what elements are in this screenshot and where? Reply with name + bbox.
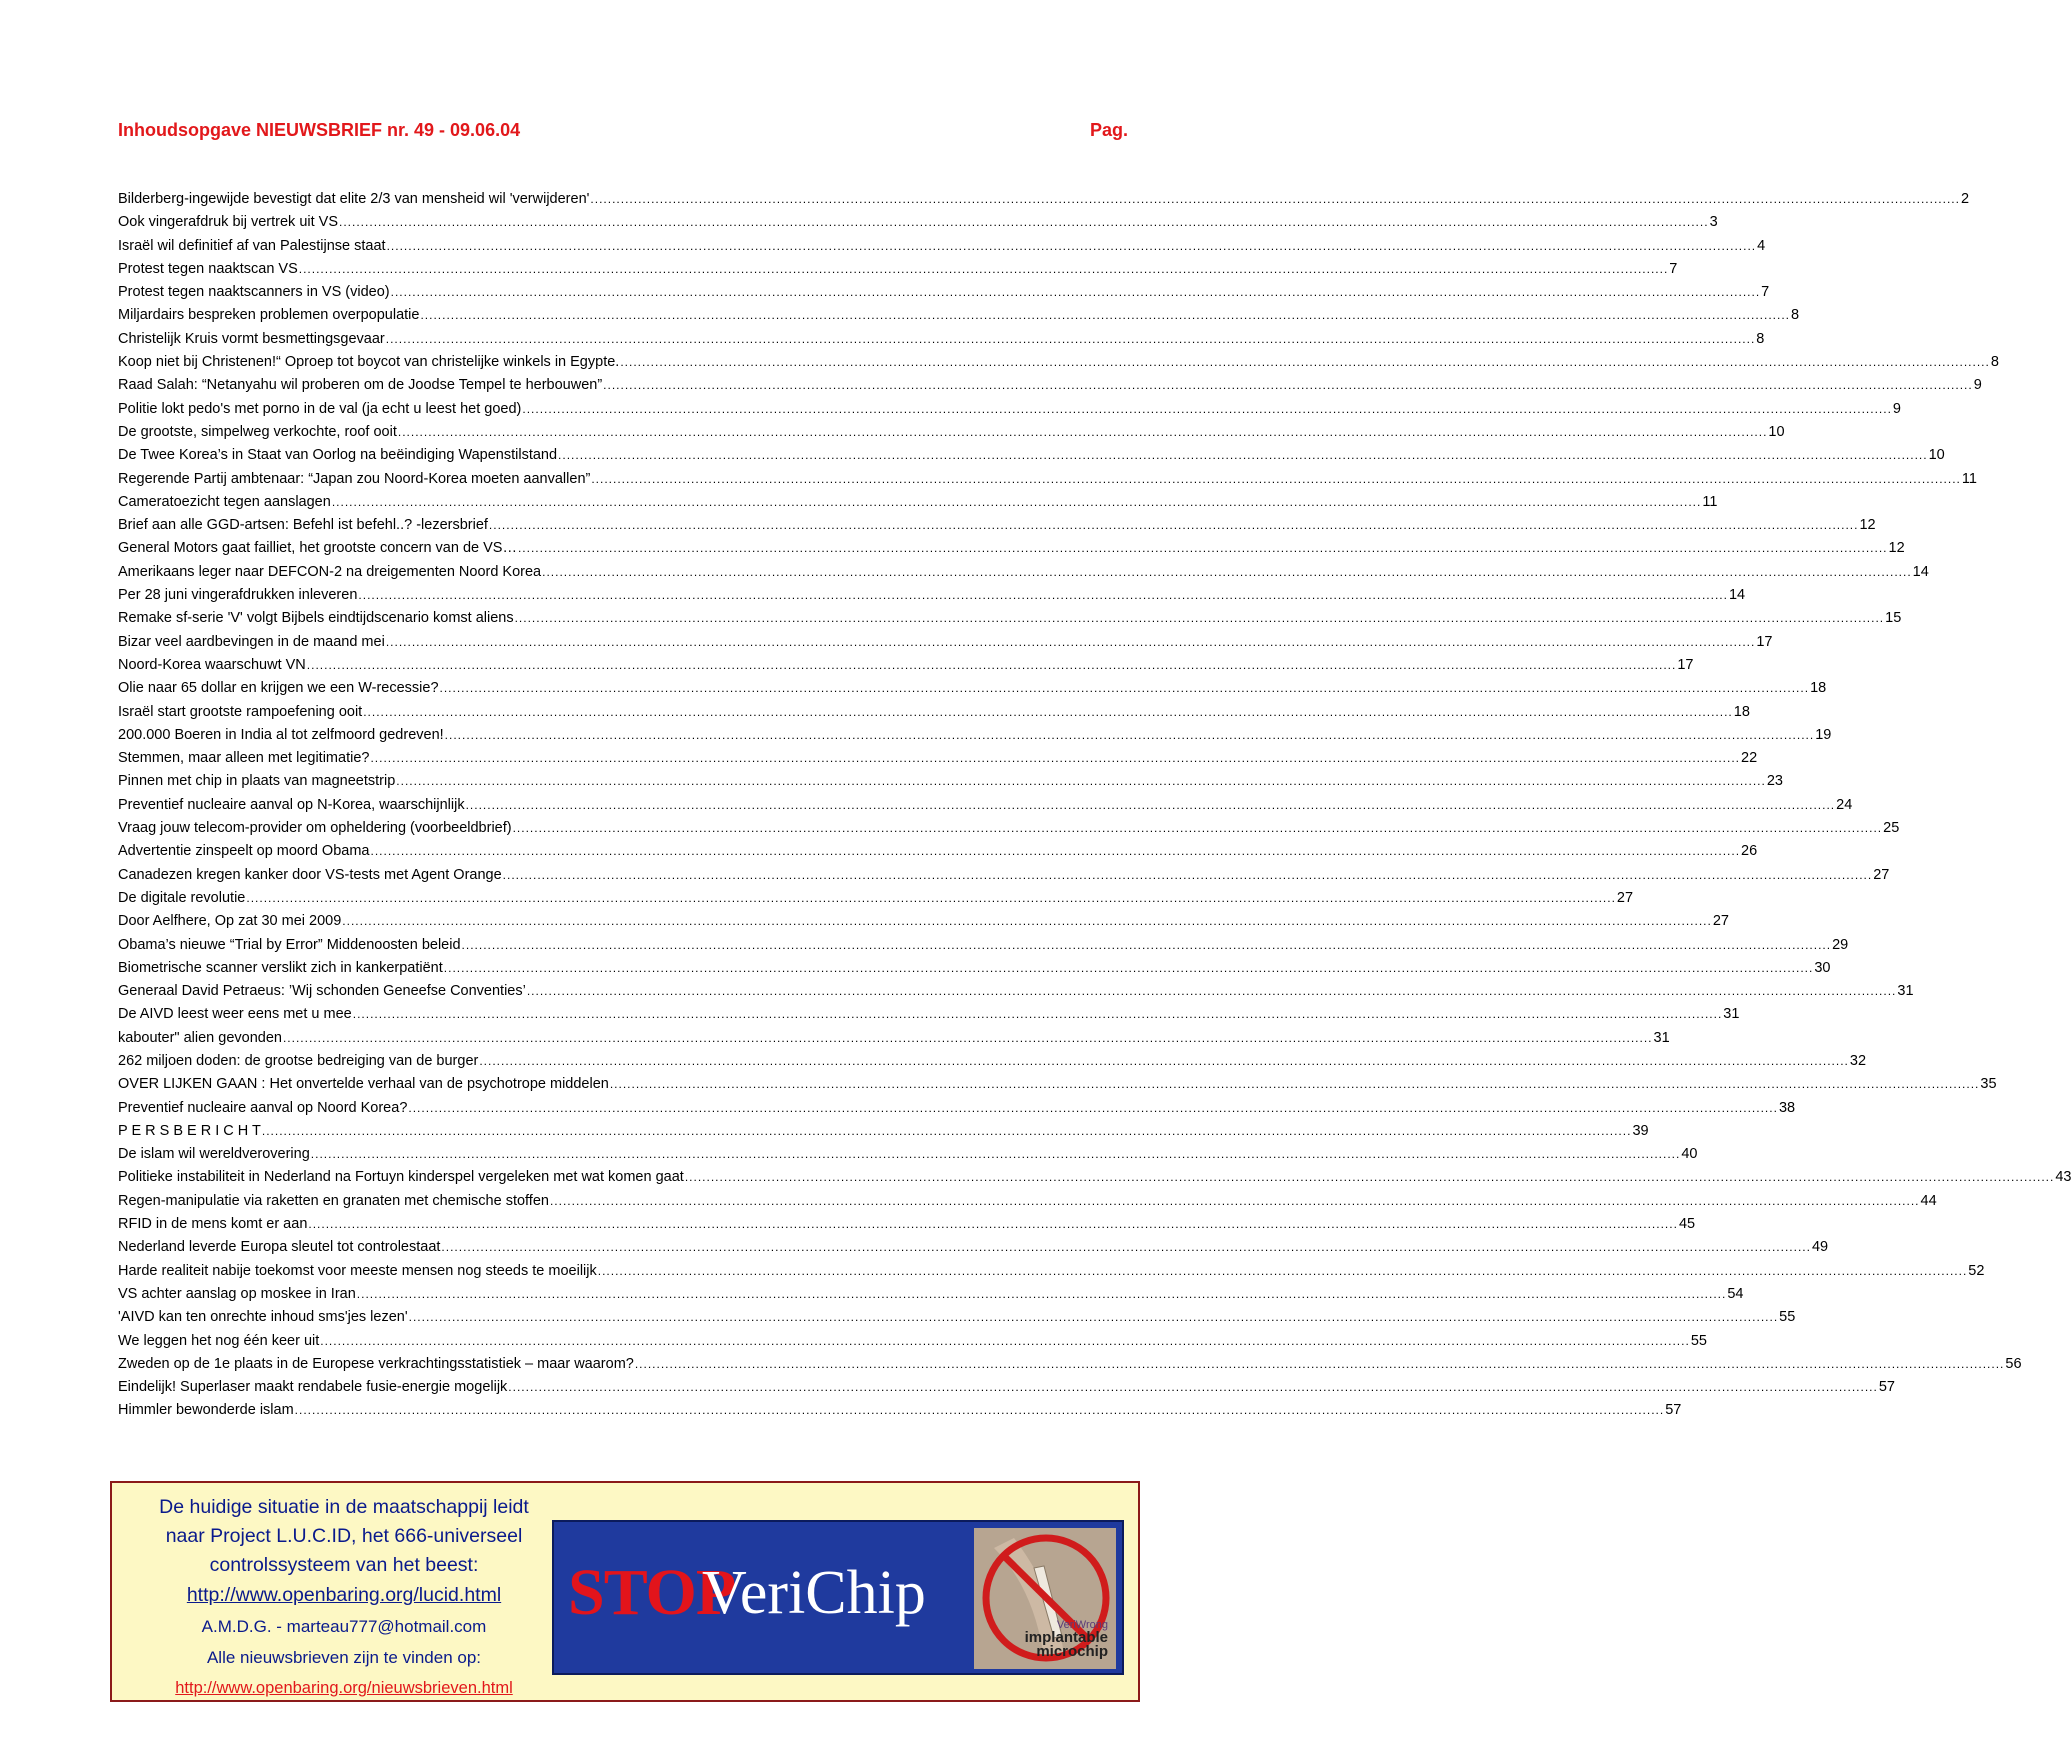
toc-entry-page: 14 bbox=[1912, 563, 1929, 580]
toc-entry[interactable] bbox=[118, 1050, 1867, 1073]
toc-entry-page: 19 bbox=[1815, 726, 1832, 743]
toc-entry[interactable] bbox=[118, 1003, 1740, 1026]
footer-line-1: De huidige situatie in de maatschappij leidt bbox=[159, 1496, 529, 1518]
toc-entry-page: 12 bbox=[1859, 517, 1876, 534]
toc-dot-leader bbox=[591, 468, 1961, 491]
toc-entry-page: 27 bbox=[1712, 913, 1729, 930]
page-column-label: Pag. bbox=[1089, 120, 1128, 140]
toc-entry-title[interactable]: We leggen het nog één keer uit bbox=[118, 1332, 320, 1349]
toc-entry[interactable] bbox=[118, 607, 1902, 630]
toc-dot-leader bbox=[515, 607, 1885, 630]
toc-entry-title[interactable]: Regerende Partij ambtenaar: “Japan zou Noord-Korea moeten aanvallen” bbox=[118, 470, 591, 487]
toc-entry-page: 35 bbox=[1980, 1076, 1997, 1093]
toc-entry[interactable] bbox=[118, 1190, 1937, 1213]
toc-dot-leader bbox=[610, 1073, 1980, 1096]
toc-entry[interactable] bbox=[118, 1073, 1997, 1096]
toc-entry[interactable] bbox=[118, 1260, 1985, 1283]
toc-entry[interactable] bbox=[118, 398, 1901, 421]
toc-entry[interactable] bbox=[118, 351, 1999, 374]
toc-entry[interactable] bbox=[118, 701, 1750, 724]
toc-entry-title[interactable]: 'AIVD kan ten onrechte inhoud sms'jes lezen' bbox=[118, 1309, 408, 1326]
toc-entry[interactable] bbox=[118, 211, 1718, 234]
toc-entry[interactable] bbox=[118, 1027, 1670, 1050]
toc-entry[interactable] bbox=[118, 304, 1800, 327]
toc-entry-title[interactable]: OVER LIJKEN GAAN : Het onvertelde verhaal van de psychotrope middelen bbox=[118, 1076, 609, 1093]
toc-entry[interactable] bbox=[118, 887, 1634, 910]
toc-entry-page: 23 bbox=[1766, 773, 1783, 790]
toc-dot-leader bbox=[445, 724, 1815, 747]
toc-dot-leader bbox=[513, 817, 1883, 840]
toc-entry-page: 32 bbox=[1849, 1052, 1867, 1069]
toc-dot-leader bbox=[386, 328, 1756, 351]
toc-dot-leader bbox=[635, 1353, 2005, 1376]
toc-dot-leader bbox=[357, 1283, 1727, 1306]
toc-entry-title[interactable]: De digitale revolutie bbox=[118, 889, 246, 906]
toc-entry-page: 49 bbox=[1811, 1239, 1829, 1256]
toc-entry-page: 2 bbox=[1960, 191, 1970, 207]
toc-entry[interactable] bbox=[118, 1166, 2072, 1189]
toc-entry[interactable] bbox=[118, 817, 1900, 840]
toc-entry-page: 14 bbox=[1728, 587, 1746, 604]
toc-entry-page: 31 bbox=[1653, 1029, 1670, 1046]
toc-entry[interactable] bbox=[118, 677, 1827, 700]
toc-dot-leader bbox=[299, 258, 1669, 281]
toc-entry[interactable] bbox=[118, 258, 1678, 281]
toc-entry-page: 7 bbox=[1761, 284, 1770, 301]
toc-entry-title[interactable]: kabouter" alien gevonden bbox=[118, 1029, 282, 1046]
footer-box bbox=[110, 1481, 1140, 1702]
toc-entry-title[interactable]: Biometrische scanner verslikt zich in kankerpatiënt bbox=[118, 959, 443, 976]
toc-entry-page: 17 bbox=[1677, 656, 1694, 673]
toc-entry-title[interactable]: De Twee Korea’s in Staat van Oorlog na beëindiging Wapenstilstand bbox=[118, 447, 558, 464]
toc-entry-page: 52 bbox=[1968, 1262, 1985, 1279]
toc-entry[interactable] bbox=[118, 1283, 1744, 1306]
stop-verichip-banner bbox=[552, 1520, 1124, 1675]
toc-entry[interactable] bbox=[118, 1399, 1682, 1422]
toc-entry-page: 8 bbox=[1990, 354, 1999, 371]
toc-entry-page: 11 bbox=[1961, 470, 1977, 487]
toc-entry[interactable] bbox=[118, 910, 1729, 933]
toc-entry-title[interactable]: Koop niet bij Christenen!“ Oproep tot boycot van christelijke winkels in Egypte. bbox=[118, 354, 620, 371]
toc-entry-page: 25 bbox=[1883, 820, 1900, 837]
toc-entry[interactable] bbox=[118, 584, 1746, 607]
toc-entry-page: 39 bbox=[1632, 1122, 1649, 1139]
archive-text: Alle nieuwsbrieven zijn te vinden op: bbox=[206, 1648, 482, 1667]
toc-dot-leader bbox=[590, 188, 1960, 211]
toc-dot-leader bbox=[320, 1330, 1690, 1353]
toc-dot-leader bbox=[598, 1260, 1968, 1283]
toc-entry-title[interactable]: Miljardairs bespreken problemen overpopulatie bbox=[118, 307, 420, 324]
toc-entry-page: 26 bbox=[1741, 843, 1758, 860]
archive-link[interactable]: http://www.openbaring.org/nieuwsbrieven.html bbox=[175, 1679, 513, 1697]
toc-entry-page: 55 bbox=[1779, 1309, 1796, 1326]
toc-dot-leader bbox=[527, 980, 1897, 1003]
contact-email: A.M.D.G. - marteau777@hotmail.com bbox=[201, 1617, 487, 1636]
toc-dot-leader bbox=[444, 957, 1814, 980]
toc-entry-title[interactable]: Ook vingerafdruk bij vertrek uit VS bbox=[118, 214, 339, 231]
toc-entry-title[interactable]: Politie lokt pedo's met porno in de val (ja echt u leest het goed) bbox=[118, 400, 522, 417]
toc-entry-title[interactable]: Israël wil definitief af van Palestijnse staat bbox=[118, 237, 386, 254]
toc-dot-leader bbox=[332, 491, 1702, 514]
toc-dot-leader bbox=[479, 1050, 1849, 1073]
toc-entry[interactable] bbox=[118, 1143, 1698, 1166]
toc-entry[interactable] bbox=[118, 1236, 1829, 1259]
banner-stop-word: STOP bbox=[568, 1556, 736, 1629]
toc-entry-title[interactable]: De AIVD leest weer eens met u mee bbox=[118, 1006, 352, 1023]
toc-dot-leader bbox=[685, 1166, 2055, 1189]
toc-entry-title[interactable]: Per 28 juni vingerafdrukken inleveren bbox=[118, 587, 358, 604]
toc-entry[interactable] bbox=[118, 747, 1758, 770]
toc-entry[interactable] bbox=[118, 770, 1783, 793]
footer-line-3: controlssysteem van het beest: bbox=[209, 1554, 479, 1576]
toc-entry-title[interactable]: Harde realiteit nabije toekomst voor meeste mensen nog steeds te moeilijk bbox=[118, 1262, 597, 1279]
toc-entry-title[interactable]: P E R S B E R I C H T bbox=[118, 1122, 261, 1139]
toc-dot-leader bbox=[518, 537, 1888, 560]
toc-entry[interactable] bbox=[118, 188, 1970, 211]
toc-dot-leader bbox=[363, 701, 1733, 724]
toc-dot-leader bbox=[342, 910, 1712, 933]
toc-dot-leader bbox=[420, 304, 1790, 327]
toc-entry-page: 7 bbox=[1669, 260, 1678, 277]
toc-entry[interactable] bbox=[118, 864, 1890, 887]
toc-entry-page: 9 bbox=[1973, 377, 1982, 394]
toc-entry[interactable] bbox=[118, 1330, 1707, 1353]
toc-entry-title[interactable]: Advertentie zinspeelt op moord Obama bbox=[118, 843, 370, 860]
toc-entry-title[interactable]: Obama’s nieuwe “Trial by Error” Middenoosten beleid bbox=[118, 936, 461, 953]
toc-entry[interactable] bbox=[118, 537, 1905, 560]
toc-entry-title[interactable]: Amerikaans leger naar DEFCON-2 na dreigementen Noord Korea bbox=[118, 563, 542, 580]
toc-entry-title[interactable]: VS achter aanslag op moskee in Iran bbox=[118, 1285, 356, 1302]
toc-entry-title[interactable]: Pinnen met chip in plaats van magneetstrip bbox=[118, 773, 396, 790]
toc-dot-leader bbox=[308, 1213, 1678, 1236]
toc-entry-title[interactable]: Cameratoezicht tegen aanslagen bbox=[118, 493, 331, 510]
toc-dot-leader bbox=[489, 514, 1859, 537]
toc-dot-leader bbox=[558, 444, 1928, 467]
toc-entry[interactable] bbox=[118, 281, 1770, 304]
lucid-link[interactable]: http://www.openbaring.org/lucid.html bbox=[186, 1584, 502, 1606]
banner-brand: VeriChip bbox=[702, 1559, 926, 1627]
footer-text bbox=[124, 1493, 564, 1703]
toc-entry[interactable] bbox=[118, 561, 1929, 584]
toc-entry[interactable] bbox=[118, 1097, 1796, 1120]
toc-entry-page: 15 bbox=[1885, 610, 1902, 627]
toc-entry-title[interactable]: Preventief nucleaire aanval op N-Korea, waarschijnlijk bbox=[118, 796, 465, 813]
toc-entry[interactable] bbox=[118, 421, 1785, 444]
toc-entry-title[interactable]: Preventief nucleaire aanval op Noord Korea? bbox=[118, 1099, 408, 1116]
toc-entry[interactable] bbox=[118, 328, 1765, 351]
toc-dot-leader bbox=[522, 398, 1892, 421]
toc-dot-leader bbox=[408, 1097, 1778, 1120]
toc-entry[interactable] bbox=[118, 1353, 2022, 1376]
toc-entry-title[interactable]: Noord-Korea waarschuwt VN bbox=[118, 656, 306, 673]
toc-entry-title[interactable]: Bilderberg-ingewijde bevestigt dat elite 2/3 van mensheid wil 'verwijderen' bbox=[118, 191, 590, 207]
toc-entry-title[interactable]: 200.000 Boeren in India al tot zelfmoord gedreven! bbox=[118, 726, 444, 743]
toc-dot-leader bbox=[462, 934, 1832, 957]
toc-dot-leader bbox=[550, 1190, 1920, 1213]
toc-title: Inhoudsopgave NIEUWSBRIEF nr. 49 - 09.06.04 bbox=[118, 120, 521, 140]
toc-entry[interactable] bbox=[118, 631, 1773, 654]
toc-entry-title[interactable]: Nederland leverde Europa sleutel tot controlestaat bbox=[118, 1239, 441, 1256]
toc-dot-leader bbox=[441, 1236, 1811, 1259]
footer-line-2: naar Project L.U.C.ID, het 666-universeel bbox=[165, 1525, 523, 1547]
toc-dot-leader bbox=[466, 794, 1836, 817]
table-of-contents bbox=[118, 188, 2072, 1423]
toc-entry-page: 31 bbox=[1723, 1006, 1740, 1023]
toc-entry-title[interactable]: De islam wil wereldverovering bbox=[118, 1146, 310, 1163]
toc-entry-title[interactable]: Himmler bewonderde islam bbox=[118, 1402, 294, 1419]
toc-entry[interactable] bbox=[118, 794, 1853, 817]
toc-entry-page: 29 bbox=[1832, 936, 1849, 953]
toc-entry[interactable] bbox=[118, 1376, 1895, 1399]
implant-photo bbox=[974, 1528, 1116, 1669]
toc-entry-title[interactable]: Door Aelfhere, Op zat 30 mei 2009 bbox=[118, 913, 342, 930]
toc-entry-title[interactable]: Olie naar 65 dollar en krijgen we een W-recessie? bbox=[118, 680, 439, 697]
toc-entry-title[interactable]: Regen-manipulatie via raketten en granaten met chemische stoffen bbox=[118, 1192, 549, 1209]
toc-dot-leader bbox=[339, 211, 1709, 234]
toc-entry[interactable] bbox=[118, 980, 1914, 1003]
toc-dot-leader bbox=[542, 561, 1912, 584]
toc-entry-page: 56 bbox=[2005, 1355, 2022, 1372]
toc-dot-leader bbox=[262, 1120, 1632, 1143]
toc-entry-title[interactable]: Israël start grootste rampoefening ooit bbox=[118, 703, 363, 720]
toc-entry-page: 40 bbox=[1681, 1146, 1698, 1163]
toc-entry-title[interactable]: Brief aan alle GGD-artsen: Befehl ist befehl..? -lezersbrief bbox=[118, 517, 488, 534]
toc-entry-page: 30 bbox=[1814, 959, 1831, 976]
toc-dot-leader bbox=[358, 584, 1728, 607]
toc-entry-page: 27 bbox=[1616, 889, 1634, 906]
toc-dot-leader bbox=[396, 770, 1766, 793]
toc-dot-leader bbox=[503, 864, 1873, 887]
toc-entry-page: 54 bbox=[1727, 1285, 1744, 1302]
toc-entry[interactable] bbox=[118, 444, 1945, 467]
toc-entry-title[interactable]: Raad Salah: “Netanyahu wil proberen om de Joodse Tempel te herbouwen” bbox=[118, 377, 603, 394]
toc-entry-page: 44 bbox=[1920, 1192, 1937, 1209]
toc-entry-page: 24 bbox=[1836, 796, 1853, 813]
toc-dot-leader bbox=[387, 235, 1757, 258]
toc-entry-page: 17 bbox=[1756, 633, 1773, 650]
toc-entry-page: 8 bbox=[1791, 307, 1800, 324]
toc-entry-page: 3 bbox=[1709, 214, 1718, 231]
toc-entry-page: 8 bbox=[1756, 330, 1765, 347]
toc-entry-page: 12 bbox=[1888, 540, 1905, 557]
toc-entry-page: 10 bbox=[1768, 423, 1785, 440]
toc-entry-title[interactable]: Bizar veel aardbevingen in de maand mei bbox=[118, 633, 385, 650]
toc-entry-page: 9 bbox=[1892, 400, 1901, 417]
toc-entry-title[interactable]: Zweden op de 1e plaats in de Europese verkrachtingsstatistiek – maar waarom? bbox=[118, 1355, 634, 1372]
toc-entry-page: 4 bbox=[1757, 237, 1766, 254]
toc-dot-leader bbox=[307, 654, 1677, 677]
toc-entry-page: 11 bbox=[1702, 493, 1718, 510]
toc-entry[interactable] bbox=[118, 491, 1718, 514]
toc-entry[interactable] bbox=[118, 1306, 1796, 1329]
toc-entry-title[interactable]: Generaal David Petraeus: ’Wij schonden Geneefse Conventies’ bbox=[118, 983, 526, 1000]
toc-entry-title[interactable]: Protest tegen naaktscan VS bbox=[118, 260, 298, 277]
toc-entry-page: 55 bbox=[1690, 1332, 1707, 1349]
toc-entry-page: 22 bbox=[1741, 750, 1758, 767]
photo-caption-top: VeriWrong bbox=[1056, 1619, 1108, 1631]
toc-dot-leader bbox=[311, 1143, 1681, 1166]
toc-entry[interactable] bbox=[118, 1213, 1696, 1236]
toc-dot-leader bbox=[370, 840, 1740, 863]
toc-dot-leader bbox=[246, 887, 1616, 910]
toc-entry-page: 31 bbox=[1897, 983, 1914, 1000]
toc-entry[interactable] bbox=[118, 374, 1982, 397]
toc-entry[interactable] bbox=[118, 654, 1694, 677]
toc-dot-leader bbox=[508, 1376, 1878, 1399]
toc-entry-title[interactable]: Vraag jouw telecom-provider om opheldering (voorbeeldbrief) bbox=[118, 820, 512, 837]
photo-caption-line2: microchip bbox=[1036, 1643, 1108, 1660]
toc-dot-leader bbox=[370, 747, 1740, 770]
toc-dot-leader bbox=[409, 1306, 1779, 1329]
toc-dot-leader bbox=[391, 281, 1761, 304]
photo-caption bbox=[1025, 1619, 1108, 1659]
photo-caption-line1: implantable bbox=[1024, 1629, 1108, 1646]
toc-entry[interactable] bbox=[118, 514, 1876, 537]
toc-heading bbox=[118, 120, 1128, 144]
toc-entry[interactable] bbox=[118, 1120, 1649, 1143]
toc-entry[interactable] bbox=[118, 235, 1766, 258]
toc-entry-title[interactable]: 262 miljoen doden: de grootse bedreiging van de burger bbox=[118, 1052, 479, 1069]
toc-entry-page: 18 bbox=[1810, 680, 1827, 697]
toc-entry-title[interactable]: Canadezen kregen kanker door VS-tests met Agent Orange bbox=[118, 866, 502, 883]
toc-entry-title[interactable]: De grootste, simpelweg verkochte, roof ooit bbox=[118, 423, 397, 440]
toc-entry-title[interactable]: Christelijk Kruis vormt besmettingsgevaar bbox=[118, 330, 385, 347]
toc-entry-title[interactable]: Remake sf-serie 'V' volgt Bijbels eindtijdscenario komst aliens bbox=[118, 610, 514, 627]
toc-entry-page: 18 bbox=[1733, 703, 1750, 720]
toc-dot-leader bbox=[353, 1003, 1723, 1026]
toc-entry-page: 57 bbox=[1878, 1379, 1895, 1396]
toc-entry-title[interactable]: Politieke instabiliteit in Nederland na Fortuyn kinderspel vergeleken met wat komen gaat bbox=[118, 1169, 684, 1186]
toc-entry[interactable] bbox=[118, 934, 1849, 957]
toc-entry[interactable] bbox=[118, 724, 1832, 747]
toc-dot-leader bbox=[283, 1027, 1653, 1050]
toc-entry-title[interactable]: Eindelijk! Superlaser maakt rendabele fusie-energie mogelijk bbox=[118, 1379, 508, 1396]
toc-entry-title[interactable]: Protest tegen naaktscanners in VS (video) bbox=[118, 284, 390, 301]
toc-entry-page: 10 bbox=[1928, 447, 1945, 464]
toc-entry-page: 45 bbox=[1678, 1216, 1696, 1233]
toc-entry-title[interactable]: Stemmen, maar alleen met legitimatie? bbox=[118, 750, 370, 767]
toc-entry-title[interactable]: RFID in de mens komt er aan bbox=[118, 1216, 308, 1233]
toc-dot-leader bbox=[620, 351, 1990, 374]
toc-entry-title[interactable]: General Motors gaat failliet, het grootste concern van de VS… bbox=[118, 540, 517, 557]
toc-entry[interactable] bbox=[118, 468, 1977, 491]
toc-dot-leader bbox=[398, 421, 1768, 444]
toc-dot-leader bbox=[295, 1399, 1665, 1422]
toc-dot-leader bbox=[440, 677, 1810, 700]
toc-entry-page: 27 bbox=[1873, 866, 1890, 883]
toc-entry-page: 43 bbox=[2055, 1169, 2072, 1186]
toc-entry-page: 38 bbox=[1778, 1099, 1796, 1116]
toc-entry[interactable] bbox=[118, 957, 1831, 980]
toc-entry[interactable] bbox=[118, 840, 1758, 863]
toc-dot-leader bbox=[386, 631, 1756, 654]
toc-dot-leader bbox=[603, 374, 1973, 397]
toc-entry-page: 57 bbox=[1665, 1402, 1682, 1419]
